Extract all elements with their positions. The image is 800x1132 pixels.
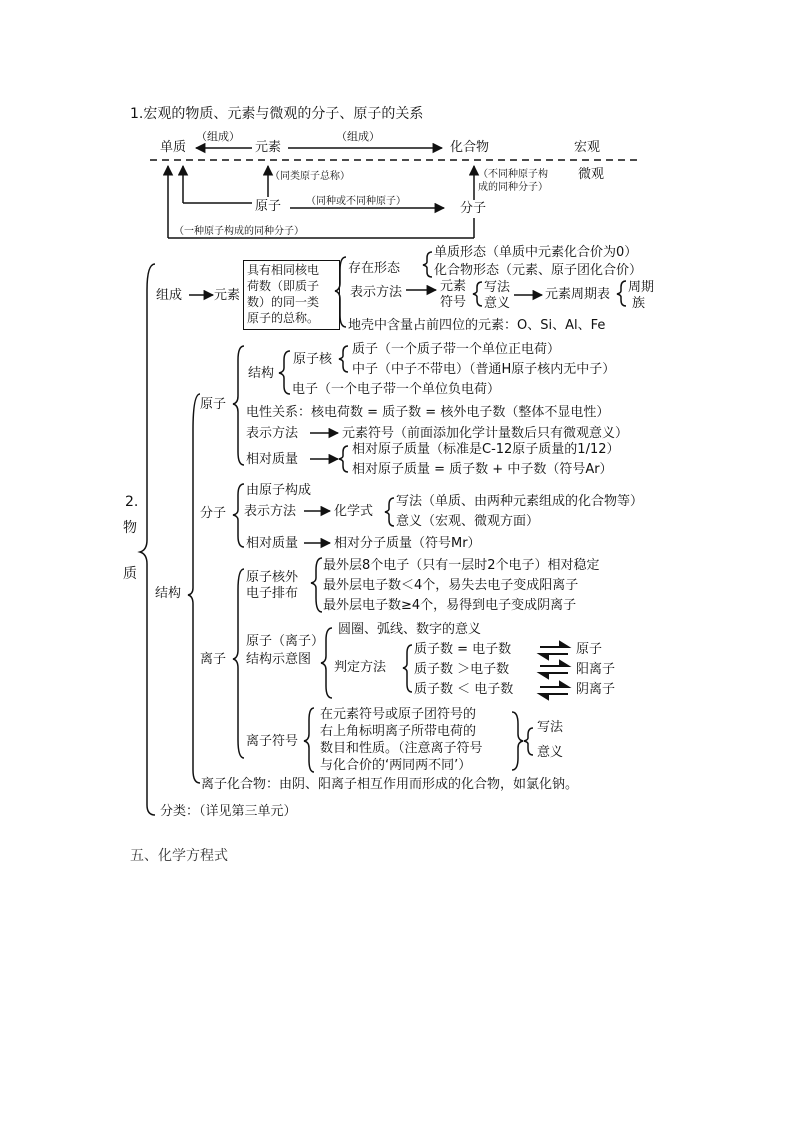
yuanzi-biaoshi: 表示方法 xyxy=(246,426,299,441)
yuanzihe-label: 原子核 xyxy=(293,352,333,367)
hongguan-label: 宏观 xyxy=(574,140,601,155)
danzhi-form: 单质形态（单质中元素化合价为0） xyxy=(434,245,638,260)
xiangdui-1: 相对原子质量（标准是C-12原子质量的1/12） xyxy=(352,442,620,457)
fenlei-line: 分类：（详见第三单元） xyxy=(160,804,297,819)
section1-title: 1.宏观的物质、元素与微观的分子、原子的关系 xyxy=(130,106,424,122)
lizi-xiefa: 写法 xyxy=(537,720,564,735)
fenzi-yiyi: 意义（宏观、微观方面） xyxy=(396,514,540,529)
yuanzi-xiangdui: 相对质量 xyxy=(246,452,299,467)
fenzi-biaoshi: 表示方法 xyxy=(244,504,297,519)
yuanquan-line: 圆圈、弧线、数字的意义 xyxy=(338,622,482,637)
hewai-l1: 原子核外 xyxy=(246,570,299,585)
zhizi-line: 质子（一个质子带一个单位正电荷） xyxy=(352,342,561,357)
yizhong-note: （一种原子构成的同种分子） xyxy=(174,226,304,237)
fenzi-node: 分子 xyxy=(200,506,227,521)
zucheng-right: （组成） xyxy=(336,130,380,143)
xiefa-label: 写法 xyxy=(484,280,511,295)
fuhao-desc-1: 在元素符号或原子团符号的 xyxy=(320,707,477,722)
definition-line-2: 荷数（即质子 xyxy=(247,279,320,293)
xiangdui-2: 相对原子质量 = 质子数 + 中子数（符号Ar） xyxy=(352,462,613,477)
tongzhong-note: （同种或不同种原子） xyxy=(306,196,406,207)
huahewu-form: 化合物形态（元素、原子团化合价） xyxy=(434,263,643,278)
zucheng-left: （组成） xyxy=(196,130,240,143)
pd2-left: 质子数 ＞电子数 xyxy=(414,662,510,677)
biaoshi-label: 表示方法 xyxy=(350,285,403,300)
jiegou-label: 结构 xyxy=(155,586,182,601)
hewai-3: 最外层电子数≥4个，易得到电子变成阴离子 xyxy=(323,598,577,613)
hewai-1: 最外层8个电子（只有一层时2个电子）相对稳定 xyxy=(323,558,600,573)
fenzi-xiefa: 写法（单质、由两种元素组成的化合物等） xyxy=(396,494,644,509)
shiyi-l1: 原子（离子） xyxy=(246,634,325,649)
yuanzi-node: 原子 xyxy=(200,397,227,412)
zucheng-label: 组成 xyxy=(156,288,183,303)
fuhao-desc-3: 数目和性质。（注意离子符号 xyxy=(320,741,483,756)
huaxueshi-label: 化学式 xyxy=(334,504,374,519)
definition-line-1: 具有相同核电 xyxy=(247,263,320,277)
fuhao-l1: 元素 xyxy=(440,279,467,294)
dianxing-line: 电性关系：核电荷数 = 质子数 = 核外电子数（整体不显电性） xyxy=(246,405,610,420)
yuansu-node: 元素 xyxy=(214,288,241,303)
zu-label: 族 xyxy=(632,296,646,311)
yuanzi-label: 原子 xyxy=(255,199,282,214)
fenzi-xiangdui: 相对质量 xyxy=(246,536,299,551)
hewai-2: 最外层电子数＜4个，易失去电子变成阳离子 xyxy=(323,578,579,593)
diqiao-line: 地壳中含量占前四位的元素：O、Si、Al、Fe xyxy=(348,318,606,333)
dianzi-line: 电子（一个电子带一个单位负电荷） xyxy=(292,382,501,397)
weiguan-label: 微观 xyxy=(578,167,605,182)
shiyi-l2: 结构示意图 xyxy=(246,652,312,667)
pd1-right: 原子 xyxy=(576,642,603,657)
lizi-node: 离子 xyxy=(200,652,227,667)
butong-note-2: 成的同种分子） xyxy=(478,182,548,193)
zhouqibiao-label: 元素周期表 xyxy=(545,287,611,302)
fenzi-gouchen: 由原子构成 xyxy=(246,483,312,498)
zhouqi-label: 周期 xyxy=(628,280,655,295)
pd3-right: 阴离子 xyxy=(576,682,616,697)
panding-label: 判定方法 xyxy=(334,660,387,675)
pd1-left: 质子数 = 电子数 xyxy=(414,642,512,657)
butong-note-1: （不同种原子构 xyxy=(478,169,548,180)
definition-line-4: 原子的总称。 xyxy=(247,311,320,325)
lizihuahewu-line: 离子化合物：由阴、阳离子相互作用而形成的化合物，如氯化钠。 xyxy=(201,777,579,792)
pd3-left: 质子数 ＜ 电子数 xyxy=(414,682,514,697)
fenzi-label: 分子 xyxy=(460,201,487,216)
definition-line-3: 数）的同一类 xyxy=(247,295,320,309)
fenzi-xiangdui-val: 相对分子质量（符号Mr） xyxy=(334,536,481,551)
yiyi-label: 意义 xyxy=(484,296,511,311)
fuhao-l2: 符号 xyxy=(440,295,467,310)
section2-zhi: 质 xyxy=(123,566,137,582)
danzhi-label: 单质 xyxy=(160,140,187,155)
pd2-right: 阳离子 xyxy=(576,662,616,677)
lizi-fuhao: 离子符号 xyxy=(246,734,299,749)
lizi-yiyi: 意义 xyxy=(537,745,564,760)
zhongzi-line: 中子（中子不带电）（普通H原子核内无中子） xyxy=(352,362,616,377)
section2-number: 2. xyxy=(125,494,139,510)
huahewu-label: 化合物 xyxy=(450,140,490,155)
yuanzi-jiegou: 结构 xyxy=(248,366,275,381)
cunzai-label: 存在形态 xyxy=(348,261,401,276)
hewai-l2: 电子排布 xyxy=(246,586,299,601)
section5-heading: 五、化学方程式 xyxy=(130,848,228,864)
fuhao-desc-2: 右上角标明离子所带电荷的 xyxy=(320,724,477,739)
section2-wu: 物 xyxy=(123,520,137,536)
yuanzi-biaoshi-val: 元素符号（前面添加化学计量数后只有微观意义） xyxy=(342,426,629,441)
tonglei-note: （同类原子总称） xyxy=(270,171,350,182)
fuhao-desc-4: 与化合价的‘两同两不同’） xyxy=(320,758,472,773)
yuansu-label: 元素 xyxy=(255,140,282,155)
